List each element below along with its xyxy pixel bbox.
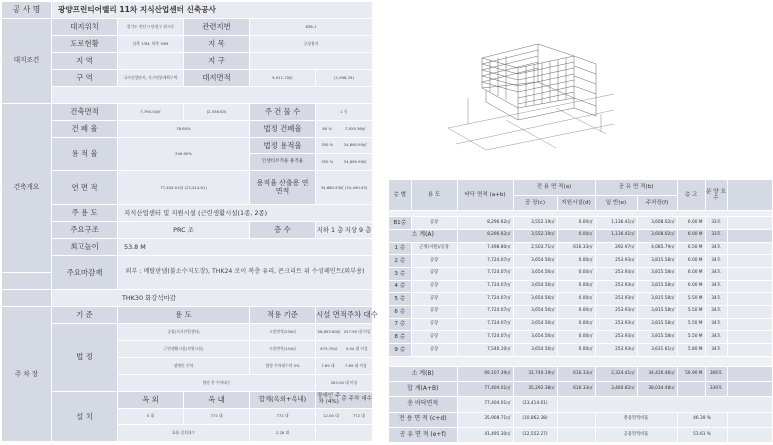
height-label: 최고높이 xyxy=(52,239,118,256)
incentive-area: 34,690.95㎡ xyxy=(343,159,367,165)
excl-area-label: 전 용 면 적 (c+d) xyxy=(389,412,457,427)
table-row xyxy=(389,217,772,230)
row-use: 공장 xyxy=(411,280,457,293)
row-floor: 1 층 xyxy=(389,242,411,255)
row-parking: 3,815.58㎡ xyxy=(637,318,677,331)
row-factory: 3,654.56㎡ xyxy=(513,331,557,344)
site-section-label: 대지조건 xyxy=(2,19,52,104)
row-parking: 3,815.58㎡ xyxy=(637,280,677,293)
row-area: 7,724.07㎡ xyxy=(457,305,513,318)
excl-area-value: 35,908.71㎡ xyxy=(457,412,513,427)
parking-row-cnt-1: 257.95 대 이상 xyxy=(343,328,371,334)
row-general: 292.97㎡ xyxy=(595,242,637,255)
total-support: 616.33㎡ xyxy=(557,382,595,397)
eff-value: 2.28 대 xyxy=(250,425,316,442)
legal-far-area: 34,690.95㎡ xyxy=(343,142,367,148)
row-units: 33호 xyxy=(705,217,727,230)
row-area: 7,724.07㎡ xyxy=(457,267,513,280)
parking-row-cnt-3: 7.69 대 이상 xyxy=(344,362,367,368)
common-area-blank xyxy=(557,427,595,442)
row-parking: 3,815.58㎡ xyxy=(637,331,677,344)
parking-section-label: 주 차 장 xyxy=(2,307,52,443)
support-col-header: 지원시설(d) xyxy=(557,195,595,210)
row-use: 공장 xyxy=(411,255,457,268)
row-area: 7,540.10㎡ xyxy=(457,344,513,357)
table-row xyxy=(389,344,772,357)
project-name-label: 공 사 명 xyxy=(2,2,52,19)
row-height: 5.50 M xyxy=(677,331,705,344)
cnt-col-header: 주차 대수 xyxy=(346,309,378,319)
row-parking: 3,815.58㎡ xyxy=(637,255,677,268)
row-general: 1,136.41㎡ xyxy=(595,217,637,230)
row-support: 0.00㎡ xyxy=(557,267,595,280)
building-section-cont xyxy=(2,273,52,290)
indoor-col-header: 옥 내 xyxy=(184,392,250,409)
row-floor: 2 층 xyxy=(389,255,411,268)
land-label: 지 목 xyxy=(184,36,250,53)
main-bldg-label: 주 건 물 수 xyxy=(250,104,316,121)
disabled-value: 12.00 대 xyxy=(323,413,339,419)
height-value: 53.8 M xyxy=(118,239,373,256)
floors-value xyxy=(316,222,373,239)
site-area-value: 9,911.70㎡ xyxy=(250,70,316,87)
building-area-py: (2,356.63) xyxy=(184,104,250,121)
road-value: 남측 33M, 북측 30M xyxy=(118,36,184,53)
table-row xyxy=(389,318,772,331)
row-factory: 3,654.56㎡ xyxy=(513,267,557,280)
disabled-col-header: 장애인 주차 (4%) xyxy=(317,392,341,405)
total-floor-value: 77,404.01㎡ xyxy=(457,397,513,412)
legal-far-rate: 350 % xyxy=(321,142,334,148)
gfa-value: 77,404.01㎡ (23,414.61) xyxy=(118,171,250,205)
incentive-label: 인센티브적용 용적율 xyxy=(250,154,316,171)
disabled-total-values xyxy=(316,409,373,426)
row-factory: 3,654.56㎡ xyxy=(513,318,557,331)
far-calc-value: 34,680.93㎡ (10,490.93) xyxy=(316,171,373,205)
district-value xyxy=(118,53,184,70)
row-use: 공장 xyxy=(411,305,457,318)
structure-value: PRC 조 xyxy=(118,222,250,239)
main-bldg-value: 1 동 xyxy=(316,104,373,121)
row-general: 253.93㎡ xyxy=(595,255,637,268)
far-label: 용 적 율 xyxy=(52,138,118,172)
floors-above: 지상 9 층 xyxy=(344,225,372,234)
project-name: 광양프런티어밸리 11차 지식산업센터 신축공사 xyxy=(52,2,373,19)
total-label: 합 계(A+B) xyxy=(389,382,457,397)
parking-row-cnt-2: 5.04 대 이상 xyxy=(345,345,368,351)
row-use: 공장 xyxy=(411,267,457,280)
incentive-rate: 350 % xyxy=(321,159,334,165)
total-value: 772 대 xyxy=(352,413,365,419)
row-height: 5.80 M xyxy=(677,344,705,357)
legal-far-label: 법정 용적율 xyxy=(250,138,316,155)
row-area: 7,724.07㎡ xyxy=(457,318,513,331)
subtotal-a-support: 0.00㎡ xyxy=(557,229,595,242)
total-general: 3,460.82㎡ xyxy=(595,382,637,397)
lot-label: 관련지번 xyxy=(184,19,250,36)
row-general: 253.93㎡ xyxy=(595,280,637,293)
floor-col-header: 층 별 xyxy=(389,180,411,210)
row-units: 34호 xyxy=(705,305,727,318)
row-floor: 6 층 xyxy=(389,305,411,318)
coverage-value: 78.60% xyxy=(118,121,250,138)
structure-label: 주요구조 xyxy=(52,222,118,239)
row-height: 5.50 M xyxy=(677,293,705,306)
parking-row-std-2: 시설면적/134㎡ xyxy=(250,341,316,358)
row-extra xyxy=(727,255,772,268)
parking-row-3-vals xyxy=(316,358,373,375)
table-row xyxy=(389,305,772,318)
parking-row-fac-2: 675.75㎡ xyxy=(320,345,338,351)
total-height xyxy=(677,382,705,397)
row-extra xyxy=(727,305,772,318)
zone-value xyxy=(250,53,373,70)
parking-row-use-2: 근린생활시설(지원시설) xyxy=(118,341,250,358)
row-parking: 3,608.02㎡ xyxy=(637,217,677,230)
floor-table-head-row-1 xyxy=(389,180,772,195)
row-use: 공장 xyxy=(411,318,457,331)
building-area-value: 7,790.54㎡ xyxy=(118,104,184,121)
row-extra xyxy=(727,280,772,293)
finish-value-2: THK30 화강석마감 xyxy=(52,290,373,307)
row-extra xyxy=(727,267,772,280)
row-units: 34호 xyxy=(705,318,727,331)
row-height: 6.50 M xyxy=(677,242,705,255)
row-factory: 3,654.56㎡ xyxy=(513,293,557,306)
gfa-label: 연 면 적 xyxy=(52,171,118,205)
gap-cell-2 xyxy=(389,356,772,366)
row-support: 0.00㎡ xyxy=(557,318,595,331)
subtotal-a-general: 1,136.41㎡ xyxy=(595,229,637,242)
fac-cnt-headers xyxy=(316,307,378,324)
row-factory: 3,654.56㎡ xyxy=(513,255,557,268)
subtotal-b-extra xyxy=(727,366,772,381)
row-floor: B1층 xyxy=(389,217,411,230)
subtotal-b-row xyxy=(389,366,772,381)
subtotal-a-height: 6.00 M xyxy=(677,229,705,242)
eff-spacer xyxy=(316,425,373,442)
sum-value: 772 대 xyxy=(250,409,316,426)
excl-area-blank xyxy=(557,412,595,427)
excl-area-py: (10,862.38) xyxy=(513,412,557,427)
total-floor-blank xyxy=(557,397,772,412)
row-parking: 4,085.79㎡ xyxy=(637,242,677,255)
total-row xyxy=(389,382,772,397)
subtotal-a-parking: 3,608.02㎡ xyxy=(637,229,677,242)
common-area-value: 41,495.30㎡ xyxy=(457,427,513,442)
row-floor: 9 층 xyxy=(389,344,411,357)
row-general: 253.93㎡ xyxy=(595,331,637,344)
row-support: 0.00㎡ xyxy=(557,344,595,357)
parking-row-std-1: 시설면적/230㎡ xyxy=(250,324,316,341)
row-extra xyxy=(727,293,772,306)
row-support: 0.00㎡ xyxy=(557,331,595,344)
land-value: 공장용지 xyxy=(250,36,373,53)
table-row xyxy=(389,293,772,306)
row-extra xyxy=(727,242,772,255)
row-height: 5.50 M xyxy=(677,318,705,331)
indoor-value: 772 대 xyxy=(184,409,250,426)
floor-rows xyxy=(389,242,772,356)
common-area-label: 공 유 면 적 (e+f) xyxy=(389,427,457,442)
total-factory: 35,292.38㎡ xyxy=(513,382,557,397)
site-spacer xyxy=(52,87,373,104)
common-rate-value: 53.61 % xyxy=(677,427,727,442)
subtotal-a-area: 8,296.62㎡ xyxy=(457,229,513,242)
subtotal-b-label: 소 계(B) xyxy=(389,366,457,381)
legal-coverage-value xyxy=(316,121,373,138)
lot-value: 836-1 xyxy=(250,19,373,36)
total-floor-py: (23,414.61) xyxy=(513,397,557,412)
legal-far-value xyxy=(316,138,373,155)
row-support: 0.00㎡ xyxy=(557,293,595,306)
common-area-row xyxy=(389,427,772,442)
row-general: 253.93㎡ xyxy=(595,344,637,357)
subtotal-a-units: 33호 xyxy=(705,229,727,242)
row-extra xyxy=(727,344,772,357)
use-label: 주 용 도 xyxy=(52,205,118,222)
row-general: 253.93㎡ xyxy=(595,318,637,331)
total-area: 77,404.01㎡ xyxy=(457,382,513,397)
table-row xyxy=(389,255,772,268)
row-factory: 3,654.56㎡ xyxy=(513,305,557,318)
row-parking: 3,815.58㎡ xyxy=(637,293,677,306)
excl-area-row xyxy=(389,412,772,427)
row-height: 5.50 M xyxy=(677,305,705,318)
row-units: 34호 xyxy=(705,293,727,306)
row-floor: 3 층 xyxy=(389,267,411,280)
subtotal-a-label: 소 계(A) xyxy=(389,229,457,242)
parking-row-fac-3: 7.69 대 xyxy=(321,362,335,368)
row-area: 8,296.62㎡ xyxy=(457,217,513,230)
row-support: 0.00㎡ xyxy=(557,255,595,268)
incentive-value xyxy=(316,154,373,171)
building-area-label: 건축면적 xyxy=(52,104,118,121)
row-factory: 2,503.71㎡ xyxy=(513,242,557,255)
row-general: 253.93㎡ xyxy=(595,293,637,306)
row-parking: 3,815.58㎡ xyxy=(637,267,677,280)
common-rate-label: 공용면적비율 xyxy=(595,427,677,442)
row-parking: 3,631.61㎡ xyxy=(637,344,677,357)
row-general: 253.93㎡ xyxy=(595,305,637,318)
subtotal-b-support: 616.33㎡ xyxy=(557,366,595,381)
subtotal-a-extra xyxy=(727,229,772,242)
row-use: 공장 xyxy=(411,344,457,357)
criteria-label: 기 준 xyxy=(52,307,118,324)
row-area: 7,724.07㎡ xyxy=(457,293,513,306)
row-units: 34호 xyxy=(705,344,727,357)
far-value: 349.90% xyxy=(118,138,250,172)
common-col-header: 공 유 면 적(b) xyxy=(595,180,677,195)
general-col-header: 일 반(e) xyxy=(595,195,637,210)
subtotal-a-row xyxy=(389,229,772,242)
row-factory: 3,654.56㎡ xyxy=(513,344,557,357)
total-floor-label: 총 바닥면적 xyxy=(389,397,457,412)
row-area: 7,498.80㎡ xyxy=(457,242,513,255)
row-units: 34호 xyxy=(705,242,727,255)
outdoor-col-header: 옥 외 xyxy=(118,392,184,409)
total-parking: 38,034.48㎡ xyxy=(637,382,677,397)
parking-row-use-1: 공장(지식산업센터) xyxy=(118,324,250,341)
use-value: 지식산업센터 및 지원시설 (근린생활시설(1종, 2종) xyxy=(118,205,373,222)
district-label: 지 역 xyxy=(52,53,118,70)
row-support: 616.33㎡ xyxy=(557,242,595,255)
far-calc-label: 용적율 산출용 연면적 xyxy=(250,171,316,205)
floor-area-col-header: 바닥 면적 (a+b) xyxy=(457,180,513,210)
sum-col-header: 합계(옥외+옥내) xyxy=(250,392,316,409)
parking-row-2-vals xyxy=(316,341,373,358)
table-gap-row-2 xyxy=(389,356,772,366)
total-units: 339호 xyxy=(705,382,727,397)
finish-label: 주요마감재 xyxy=(52,256,118,290)
excl-rate-value: 46.39 % xyxy=(677,412,727,427)
row-support: 0.00㎡ xyxy=(557,217,595,230)
row-area: 7,724.07㎡ xyxy=(457,255,513,268)
common-area-py: (12,552.27) xyxy=(513,427,557,442)
subtotal-b-factory: 31,740.19㎡ xyxy=(513,366,557,381)
road-label: 도로현황 xyxy=(52,36,118,53)
location-label: 대지위치 xyxy=(52,19,118,36)
extra-col-header xyxy=(727,180,772,210)
table-row xyxy=(389,331,772,344)
row-support: 0.00㎡ xyxy=(557,305,595,318)
row-area: 7,724.07㎡ xyxy=(457,331,513,344)
floors-below: 지하 1 층 xyxy=(316,225,344,234)
finish-value: 외부 : 메탈판넬(불소수지도장), THK24 로이 복층 유리, 콘크리트 위 수성페인트(외부용) xyxy=(118,256,373,290)
eff-label: 효율 설치대수 xyxy=(118,425,250,442)
use-col-header: 용 도 xyxy=(118,307,250,324)
row-use: 근생(지원)/공장 xyxy=(411,242,457,255)
area-label: 구 역 xyxy=(52,70,118,87)
height-col-header: 층 고 xyxy=(677,180,705,210)
coverage-label: 건 폐 율 xyxy=(52,121,118,138)
subtotal-b-height: 56.90 M xyxy=(677,366,705,381)
row-units: 34호 xyxy=(705,255,727,268)
row-floor: 4 층 xyxy=(389,280,411,293)
row-area: 7,724.07㎡ xyxy=(457,280,513,293)
project-spec-table xyxy=(2,2,378,443)
building-section-label: 건축개요 xyxy=(2,104,52,273)
outdoor-value: 0 대 xyxy=(118,409,184,426)
row-factory: 3,654.56㎡ xyxy=(513,280,557,293)
install-label: 설 치 xyxy=(52,392,118,443)
units-col-header: 분 양 호수 xyxy=(705,180,727,210)
row-floor: 5 층 xyxy=(389,293,411,306)
area-value: 국가산업단지, 지구단위계획구역 xyxy=(118,70,184,87)
row-use: 공장 xyxy=(411,217,457,230)
table-row xyxy=(389,267,772,280)
subtotal-b-area: 69,107.39㎡ xyxy=(457,366,513,381)
total-col-header: 총 주차 대수 xyxy=(341,395,372,402)
row-floor: 7 층 xyxy=(389,318,411,331)
parking-row-std-3: 법정 주차대수의 3% xyxy=(250,358,316,375)
parking-row-use-3: 장애인 주차 xyxy=(118,358,250,375)
excl-area-blank-2 xyxy=(727,412,772,427)
row-support: 0.00㎡ xyxy=(557,280,595,293)
site-area-py: (2,998.29) xyxy=(316,70,373,87)
total-floor-row xyxy=(389,397,772,412)
subtotal-b-units: 306호 xyxy=(705,366,727,381)
floors-label: 층 수 xyxy=(250,222,316,239)
fac-col-header: 시설 면적 xyxy=(316,309,347,319)
use-col-header: 용 도 xyxy=(411,180,457,210)
disabled-total-headers xyxy=(316,392,373,409)
table-row xyxy=(389,242,772,255)
row-factory: 3,552.19㎡ xyxy=(513,217,557,230)
excl-rate-label: 전용면적비율 xyxy=(595,412,677,427)
row-parking: 3,815.58㎡ xyxy=(637,305,677,318)
row-general: 253.93㎡ xyxy=(595,267,637,280)
row-height: 6.00 M xyxy=(677,267,705,280)
legal-total-label: 법정 총 주차대수 xyxy=(118,375,316,392)
exclusive-col-header: 전 용 면 적(a) xyxy=(513,180,595,195)
factory-col-header: 공 장(c) xyxy=(513,195,557,210)
row-use: 공장 xyxy=(411,293,457,306)
building-section-tail xyxy=(2,290,52,307)
row-floor: 8 층 xyxy=(389,331,411,344)
subtotal-b-general: 2,324.41㎡ xyxy=(595,366,637,381)
total-extra xyxy=(727,382,772,397)
subtotal-a-factory: 3,552.19㎡ xyxy=(513,229,557,242)
row-height: 6.00 M xyxy=(677,255,705,268)
building-wireframe-image xyxy=(446,36,616,152)
row-extra xyxy=(727,318,772,331)
row-height: 6.00 M xyxy=(677,280,705,293)
row-units: 34호 xyxy=(705,280,727,293)
row-units: 34호 xyxy=(705,267,727,280)
legal-coverage-label: 법정 건폐율 xyxy=(250,121,316,138)
row-units: 34호 xyxy=(705,331,727,344)
zone-label: 지 구 xyxy=(184,53,250,70)
parking-row-1-vals xyxy=(316,324,373,341)
legal-coverage-area: 7,929.36㎡ xyxy=(344,125,366,131)
row-use: 공장 xyxy=(411,331,457,344)
parking-row-fac-1: 58,693.80㎡ xyxy=(317,328,341,334)
std-col-header: 적용 기준 xyxy=(250,307,316,324)
row-height: 6.00 M xyxy=(677,217,705,230)
legal-total-value: 263.00 대 이상 xyxy=(316,375,373,392)
subtotal-b-parking: 34,426.46㎡ xyxy=(637,366,677,381)
row-extra xyxy=(727,331,772,344)
table-row xyxy=(389,280,772,293)
parking-col-header: 주차장(f) xyxy=(637,195,677,210)
legal-coverage-rate: 80 % xyxy=(322,125,333,131)
location-value: 경기도 안산시 단원구 원시동 xyxy=(118,19,184,36)
legal-label: 법 정 xyxy=(52,324,118,392)
row-extra xyxy=(727,217,772,230)
common-area-blank-2 xyxy=(727,427,772,442)
floor-area-table xyxy=(389,180,773,443)
site-area-label: 대지면적 xyxy=(184,70,250,87)
